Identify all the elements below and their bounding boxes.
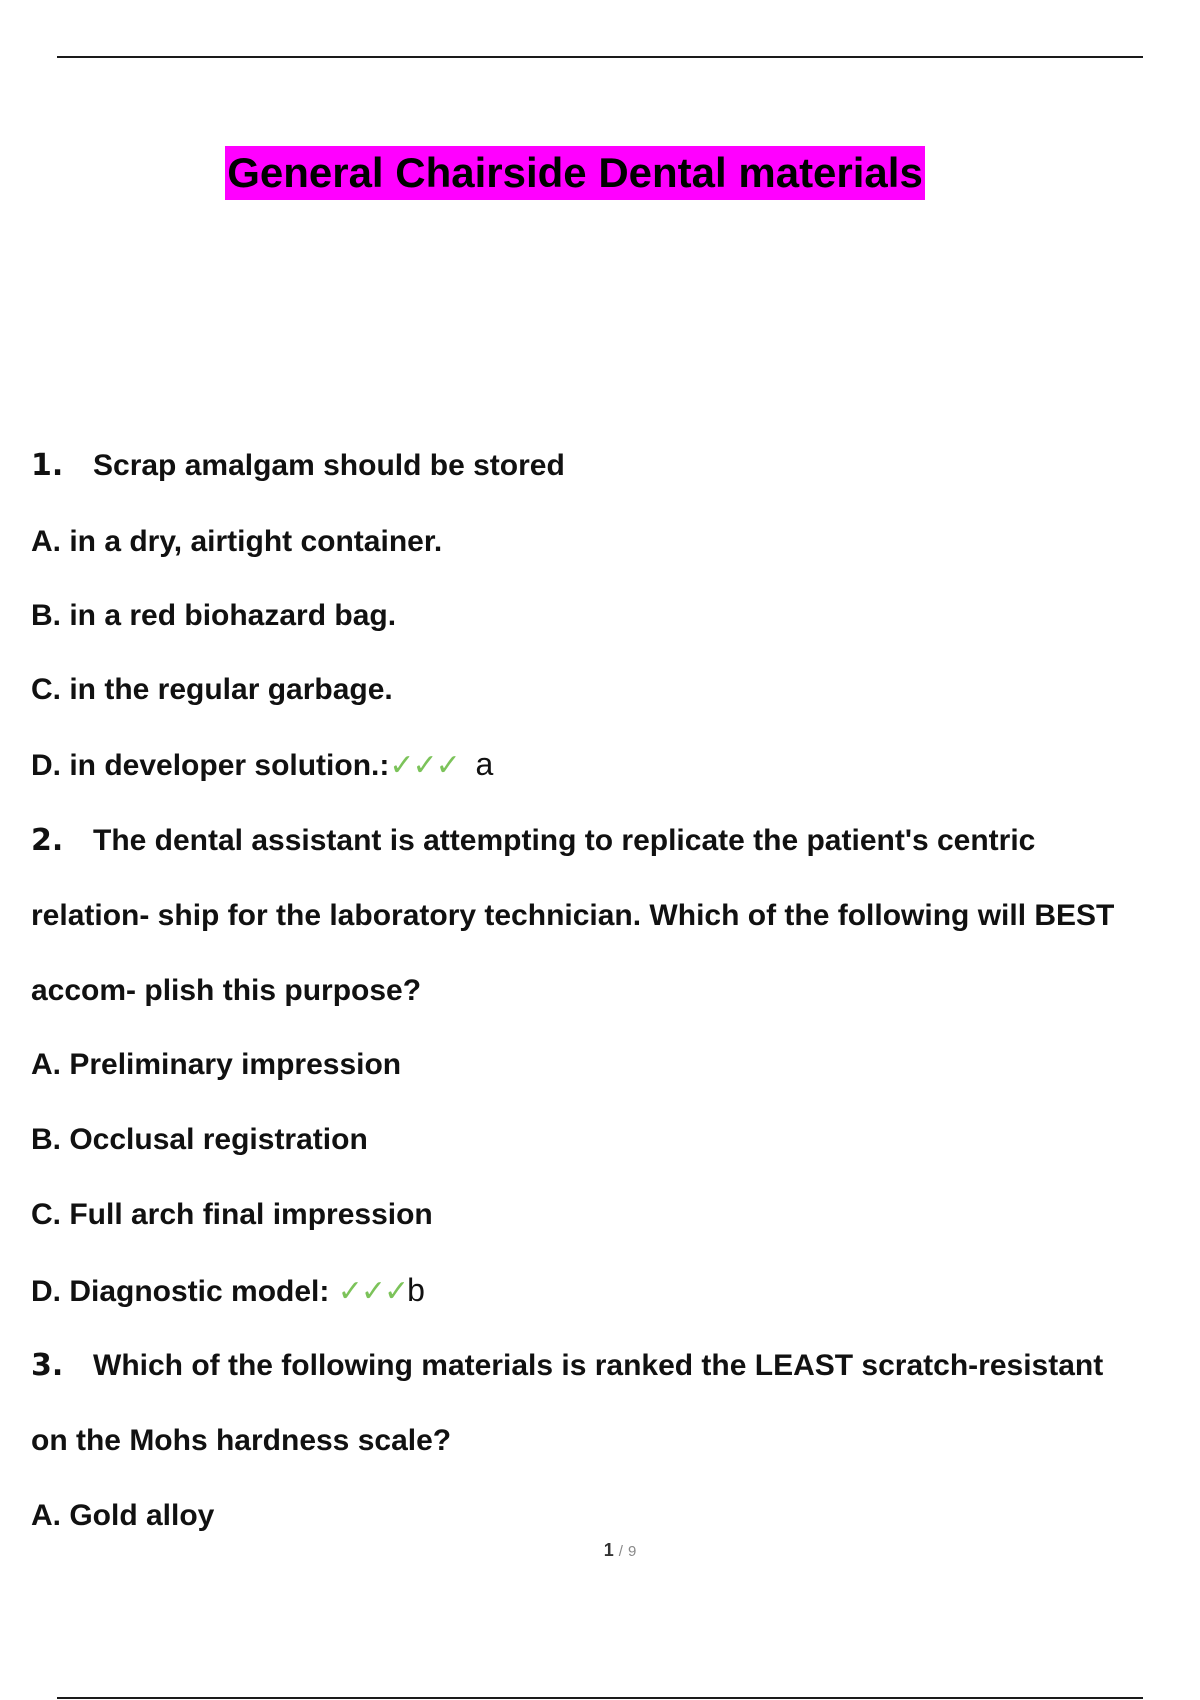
page-title: General Chairside Dental materials xyxy=(225,146,925,200)
option-d xyxy=(31,1270,425,1312)
question-1-stem xyxy=(31,446,565,486)
title-container xyxy=(0,146,1200,200)
total-pages: 9 xyxy=(627,1543,637,1560)
top-rule xyxy=(57,56,1143,58)
option-b: B. Occlusal registration xyxy=(31,1123,368,1156)
question-text: Scrap amalgam should be stored xyxy=(93,449,565,482)
option-a: A. Gold alloy xyxy=(31,1499,215,1532)
question-number: 3. xyxy=(31,1348,64,1383)
option-b: B. in a red biohazard bag. xyxy=(31,599,397,632)
checkmark-icon: ✓✓✓ xyxy=(337,1274,408,1309)
question-2-stem-line-2: relation- ship for the laboratory technician. Which of the following will BEST xyxy=(31,899,1115,932)
answer-key: b xyxy=(407,1272,425,1308)
question-2-stem-line-3: accom- plish this purpose? xyxy=(31,974,422,1007)
answer-key: a xyxy=(475,746,494,782)
question-3-stem-line-1 xyxy=(31,1346,1103,1386)
question-number: 1. xyxy=(31,448,64,483)
checkmark-icon: ✓✓✓ xyxy=(389,748,459,783)
question-3-stem-line-2: on the Mohs hardness scale? xyxy=(31,1424,452,1457)
page-separator: / xyxy=(618,1543,623,1560)
option-d xyxy=(31,744,493,786)
bottom-rule xyxy=(57,1697,1143,1699)
page-indicator xyxy=(0,1540,1200,1561)
option-a: A. in a dry, airtight container. xyxy=(31,525,443,558)
option-d-text: D. Diagnostic model: xyxy=(31,1275,330,1308)
question-number: 2. xyxy=(31,823,64,858)
question-text: The dental assistant is attempting to replicate the patient's centric xyxy=(93,824,1036,857)
question-2-stem-line-1 xyxy=(31,821,1035,861)
option-d-text: D. in developer solution.: xyxy=(31,749,390,782)
question-text: Which of the following materials is ranked the LEAST scratch-resistant xyxy=(93,1349,1104,1382)
option-a: A. Preliminary impression xyxy=(31,1048,402,1081)
option-c: C. in the regular garbage. xyxy=(31,673,393,706)
current-page: 1 xyxy=(603,1540,614,1560)
option-c: C. Full arch final impression xyxy=(31,1198,433,1231)
